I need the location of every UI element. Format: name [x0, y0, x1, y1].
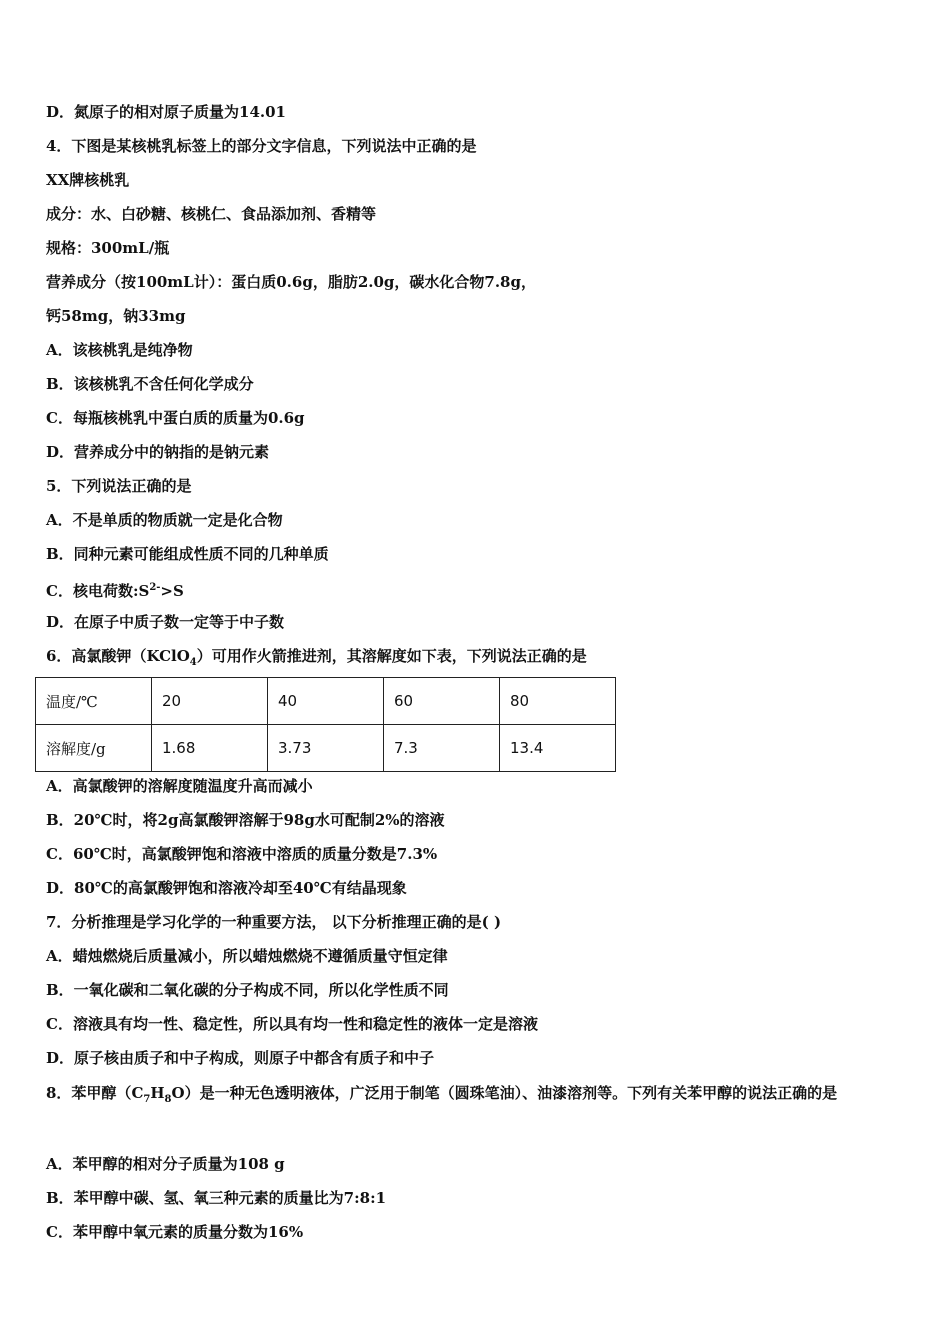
q5c-text-post: >S	[160, 582, 184, 600]
q6-option-b: B．20℃时，将2g高氯酸钾溶解于98g水可配制2%的溶液	[46, 811, 445, 829]
table-row-solubility	[36, 725, 616, 772]
table-cell: 温度/℃	[36, 678, 152, 725]
table-cell: 7.3	[384, 725, 500, 772]
table-cell: 40	[268, 678, 384, 725]
q8-subscript-h: 8	[164, 1094, 172, 1105]
q6-stem	[46, 646, 587, 673]
table-cell: 1.68	[152, 725, 268, 772]
table-cell: 3.73	[268, 725, 384, 772]
table-cell: 溶解度/g	[36, 725, 152, 772]
q6-text-pre: 6．高氯酸钾（KClO	[46, 647, 190, 665]
q4-option-c: C．每瓶核桃乳中蛋白质的质量为0.6g	[46, 409, 305, 427]
label-product-name: XX牌核桃乳	[46, 171, 130, 189]
q5-option-b: B．同种元素可能组成性质不同的几种单质	[46, 545, 329, 563]
solubility-table	[35, 677, 616, 772]
q7-stem: 7．分析推理是学习化学的一种重要方法， 以下分析推理正确的是( )	[46, 913, 502, 931]
q6-text-post: ）可用作火箭推进剂，其溶解度如下表，下列说法正确的是	[196, 647, 587, 665]
q8-option-a: A．苯甲醇的相对分子质量为108 g	[46, 1155, 285, 1173]
q3-option-d: D．氮原子的相对原子质量为14.01	[46, 103, 286, 121]
q6-formula-subscript: 4	[189, 657, 197, 668]
q7-option-a: A．蜡烛燃烧后质量减小，所以蜡烛燃烧不遵循质量守恒定律	[46, 947, 448, 965]
q5c-charge-superscript: 2-	[149, 582, 161, 593]
table-cell: 80	[500, 678, 616, 725]
q8-stem	[46, 1074, 911, 1119]
q8-text-post: O）是一种无色透明液体，广泛用于制笔（圆珠笔油）、油漆溶剂等。下列有关苯甲醇的说法正确的是	[171, 1084, 838, 1102]
table-cell: 13.4	[500, 725, 616, 772]
q7-option-d: D．原子核由质子和中子构成，则原子中都含有质子和中子	[46, 1049, 435, 1067]
q4-option-b: B．该核桃乳不含任何化学成分	[46, 375, 254, 393]
q6-option-d: D．80℃的高氯酸钾饱和溶液冷却至40℃有结晶现象	[46, 879, 407, 897]
q8-text-h: H	[150, 1084, 165, 1102]
q6-option-a: A．高氯酸钾的溶解度随温度升高而减小	[46, 777, 313, 795]
q8-text-pre: 8．苯甲醇（C	[46, 1084, 144, 1102]
label-nutrition-1: 营养成分（按100mL计）：蛋白质0.6g，脂肪2.0g，碳水化合物7.8g，	[46, 273, 536, 291]
q7-option-b: B．一氧化碳和二氧化碳的分子构成不同，所以化学性质不同	[46, 981, 449, 999]
q8-subscript-c: 7	[143, 1094, 151, 1105]
table-cell: 60	[384, 678, 500, 725]
table-cell: 20	[152, 678, 268, 725]
q5-option-d: D．在原子中质子数一定等于中子数	[46, 613, 285, 631]
q8-option-c: C．苯甲醇中氧元素的质量分数为16%	[46, 1223, 304, 1241]
q4-stem: 4．下图是某核桃乳标签上的部分文字信息，下列说法中正确的是	[46, 137, 477, 155]
q5c-text-pre: C．核电荷数:S	[46, 582, 150, 600]
q4-option-d: D．营养成分中的钠指的是钠元素	[46, 443, 270, 461]
q7-option-c: C．溶液具有均一性、稳定性，所以具有均一性和稳定性的液体一定是溶液	[46, 1015, 538, 1033]
q5-stem: 5．下列说法正确的是	[46, 477, 192, 495]
q8-option-b: B．苯甲醇中碳、氢、氧三种元素的质量比为7:8:1	[46, 1189, 387, 1207]
q5-option-a: A．不是单质的物质就一定是化合物	[46, 511, 283, 529]
q4-option-a: A．该核桃乳是纯净物	[46, 341, 193, 359]
q6-option-c: C．60℃时，高氯酸钾饱和溶液中溶质的质量分数是7.3%	[46, 845, 438, 863]
q5-option-c	[46, 578, 184, 601]
label-ingredients: 成分：水、白砂糖、核桃仁、食品添加剂、香精等	[46, 205, 377, 223]
table-row-temperature	[36, 678, 616, 725]
label-spec: 规格：300mL/瓶	[46, 239, 170, 257]
label-nutrition-2: 钙58mg，钠33mg	[46, 307, 186, 325]
